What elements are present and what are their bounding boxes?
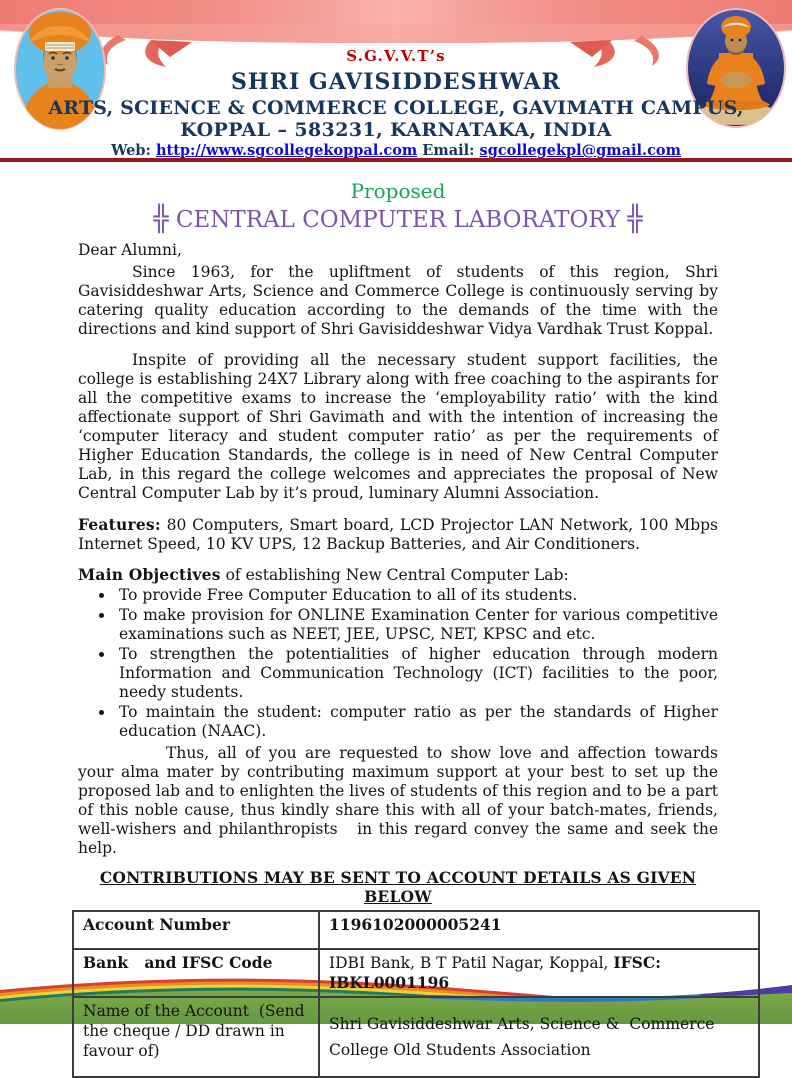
account-number-label: Account Number (73, 911, 319, 949)
letterhead (0, 0, 792, 158)
cross-ornament-right-icon: ╬ (627, 204, 643, 233)
email-label: Email: (422, 142, 475, 159)
letter-body (0, 179, 792, 1078)
objectives-label: Main Objectives (78, 565, 221, 584)
bank-ifsc-label: Bank and IFSC Code (73, 949, 319, 997)
salutation: Dear Alumni, (78, 241, 182, 259)
ifsc-code-text: IFSC: IBKL0001196 (329, 953, 661, 992)
table-row (73, 949, 759, 997)
bank-name-text: IDBI Bank, B T Patil Nagar, Koppal, (329, 954, 614, 972)
paragraph-history: Since 1963, for the upliftment of students of this region, Shri Gavisiddeshwar Arts, Science and Commerce College is continuously serving by catering quality education according to the demands of the time with the directions and kind support of Shri Gavisiddeshwar Vidya Vardhak Trust Koppal. (78, 263, 718, 338)
objective-item: • To provide Free Computer Education to all of its students. (115, 586, 718, 605)
trust-name: S.G.V.V.T’s (346, 47, 446, 65)
lab-title-text: CENTRAL COMPUTER LABORATORY (175, 207, 621, 233)
lab-title-heading (78, 205, 718, 234)
bank-ifsc-value (319, 949, 759, 997)
proposed-heading: Proposed (350, 179, 446, 203)
paragraph-need: Inspite of providing all the necessary student support facilities, the college is establishing 24X7 Library along with free coaching to the aspirants for all the competitive exams to increase the ‘employability ratio’ with the kind affectionate support of Shri Gavimath and with the intention of increasing the ‘computer literacy and student computer ratio’ as per the requirements of Higher Education Standards, the college is in need of New Central Computer Lab, in this regard the college welcomes and appreciates the proposal of New Central Computer Lab by it’s proud, luminary Alumni Association. (78, 351, 718, 502)
objectives-intro: of establishing New Central Computer Lab: (225, 566, 569, 584)
college-address-line1: ARTS, SCIENCE & COMMERCE COLLEGE, GAVIMATH CAMPUS, (48, 97, 744, 119)
features-paragraph (78, 515, 718, 554)
college-name: SHRI GAVISIDDESHWAR (231, 69, 561, 95)
features-text: 80 Computers, Smart board, LCD Projector LAN Network, 100 Mbps Internet Speed, 10 KV UPS, 12 Backup Batteries, and Air Conditioners. (78, 516, 718, 553)
contact-line (0, 142, 792, 159)
objective-item: • To strengthen the potentialities of higher education through modern Information and Communication Technology (ICT) facilities to the poor, needy students. (115, 645, 718, 702)
account-name-label: Name of the Account (Send the cheque / DD drawn in favour of) (73, 997, 319, 1077)
objective-item: • To make provision for ONLINE Examination Center for various competitive examinations such as NEET, JEE, UPSC, NET, KPSC and etc. (115, 606, 718, 644)
website-link[interactable]: http://www.sgcollegekoppal.com (155, 142, 418, 159)
objectives-heading (78, 565, 718, 585)
account-name-value: Shri Gavisiddeshwar Arts, Science & Commerce College Old Students Association (319, 997, 759, 1077)
account-details-table (72, 910, 760, 1078)
web-label: Web: (111, 142, 151, 159)
email-link[interactable]: sgcollegekpl@gmail.com (479, 142, 681, 159)
objectives-list (78, 586, 718, 741)
contributions-heading: CONTRIBUTIONS MAY BE SENT TO ACCOUNT DETAILS AS GIVEN BELOW (99, 868, 697, 906)
letterhead-text (0, 0, 792, 159)
objective-item: • To maintain the student: computer ratio as per the standards of Higher education (NAAC). (115, 703, 718, 741)
account-number-value: 1196102000005241 (319, 911, 759, 949)
cross-ornament-left-icon: ╬ (153, 204, 169, 233)
college-address-line2: KOPPAL – 583231, KARNATAKA, INDIA (180, 119, 612, 141)
features-label: Features: (78, 515, 161, 534)
closing-paragraph: Thus, all of you are requested to show love and affection towards your alma mater by contributing maximum support at your best to set up the proposed lab and to enlighten the lives of students of this region and to be a part of this noble cause, thus kindly share this with all of your batch-mates, friends, well-wishers and philanthropists in this regard convey the same and seek the help. (78, 744, 718, 857)
table-row (73, 997, 759, 1077)
table-row (73, 911, 759, 949)
